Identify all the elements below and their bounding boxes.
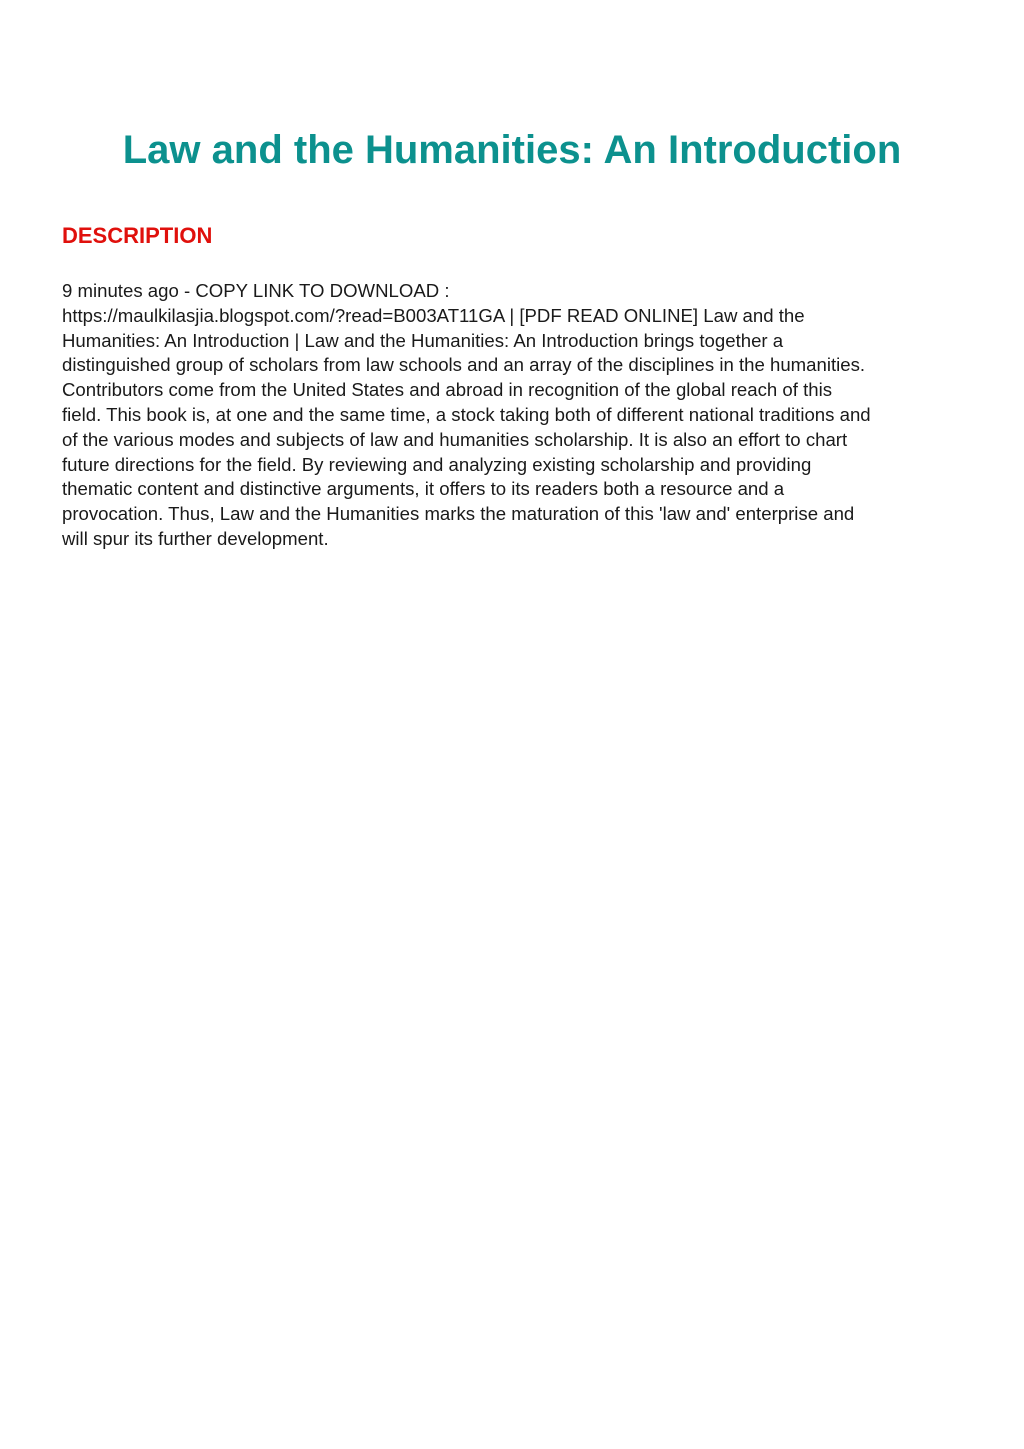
description-line: distinguished group of scholars from law schools and an array of the disciplines in the humanities. [62, 354, 866, 376]
description-line: future directions for the field. By reviewing and analyzing existing scholarship and providing [62, 453, 812, 475]
description-line: thematic content and distinctive arguments, it offers to its readers both a resource and a [62, 478, 785, 500]
description-line: Humanities: An Introduction | Law and the Humanities: An Introduction brings together a [62, 329, 784, 351]
description-line: Contributors come from the United States and abroad in recognition of the global reach of this [62, 379, 833, 401]
description-line: field. This book is, at one and the same time, a stock taking both of different national traditions and [62, 403, 871, 425]
description-line: provocation. Thus, Law and the Humanities marks the maturation of this 'law and' enterprise and [62, 503, 855, 525]
description-line: will spur its further development. [62, 527, 329, 549]
description-line: 9 minutes ago - COPY LINK TO DOWNLOAD : [62, 280, 450, 301]
description-body [62, 279, 982, 552]
description-line: of the various modes and subjects of law and humanities scholarship. It is also an effort to chart [62, 428, 848, 450]
description-line-download-link: https://maulkilasjia.blogspot.com/?read=B003AT11GA | [PDF READ ONLINE] Law and the [62, 304, 805, 326]
document-title: Law and the Humanities: An Introduction [122, 128, 902, 172]
description-heading: DESCRIPTION [62, 223, 213, 248]
